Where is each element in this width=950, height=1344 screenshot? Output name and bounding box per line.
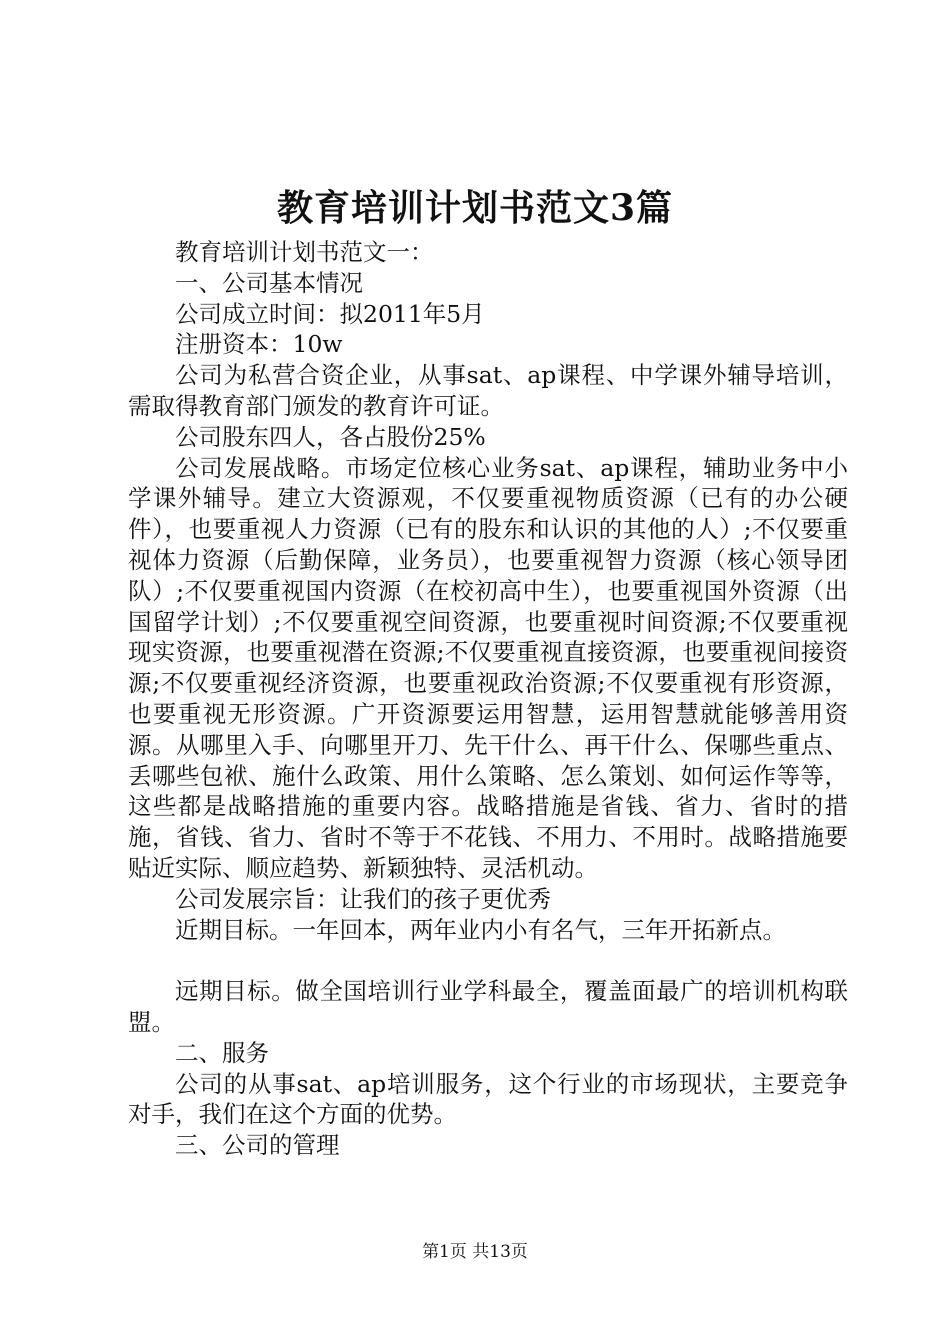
page-footer: 第1页 共13页 [422, 1242, 528, 1262]
heading-company-basics: 一、公司基本情况 [175, 268, 363, 297]
paragraph-registered-capital: 注册资本：10w [175, 330, 343, 359]
paragraph-founding-date: 公司成立时间：拟2011年5月 [175, 299, 485, 328]
document-title: 教育培训计划书范文3篇 [276, 187, 674, 229]
paragraph-mission: 公司发展宗旨：让我们的孩子更优秀 [175, 884, 551, 913]
section-intro: 教育培训计划书范文一： [175, 238, 434, 266]
paragraph-shareholders: 公司股东四人，各占股份25% [175, 422, 486, 451]
paragraph-company-type: 公司为私营合资企业，从事sat、ap课程、中学课外辅导培训，需取得教育部门颁发的教育许可证。 [128, 361, 848, 420]
document-body [128, 237, 848, 1161]
paragraph-short-term-goal: 近期目标。一年回本，两年业内小有名气，三年开拓新点。 [175, 915, 786, 944]
paragraph-services: 公司的从事sat、ap培训服务，这个行业的市场现状，主要竞争对手，我们在这个方面的优势。 [128, 1069, 848, 1129]
heading-services: 二、服务 [175, 1038, 269, 1067]
heading-management: 三、公司的管理 [175, 1131, 340, 1160]
paragraph-strategy: 公司发展战略。市场定位核心业务sat、ap课程，辅助业务中小学课外辅导。建立大资源观，不仅要重视物质资源（已有的办公硬件），也要重视人力资源（已有的股东和认识的其他的人）;不仅要重视体力资源（后勤保障，业务员），也要重视智力资源（核心领导团队）;不仅要重视国内资源（在校初高中生），也要重视国外资源（出国留学计划）;不仅要重视空间资源，也要重视时间资源;不仅要重视现实资源，也要重视潜在资源;不仅要重视直接资源，也要重视间接资源;不仅要重视经济资源，也要重视政治资源;不仅要重视有形资源，也要重视无形资源。广开资源要运用智慧，运用智慧就能够善用资源。从哪里入手、向哪里开刀、先干什么、再干什么、保哪些重点、丢哪些包袱、施什么政策、用什么策略、怎么策划、如何运作等等，这些都是战略措施的重要内容。战略措施是省钱、省力、省时的措施，省钱、省力、省时不等于不花钱、不用力、不用时。战略措施要贴近实际、顺应趋势、新颖独特、灵活机动。 [128, 453, 848, 882]
paragraph-long-term-goal: 远期目标。做全国培训行业学科最全，覆盖面最广的培训机构联盟。 [128, 977, 848, 1036]
paragraph-spacer [128, 945, 848, 976]
